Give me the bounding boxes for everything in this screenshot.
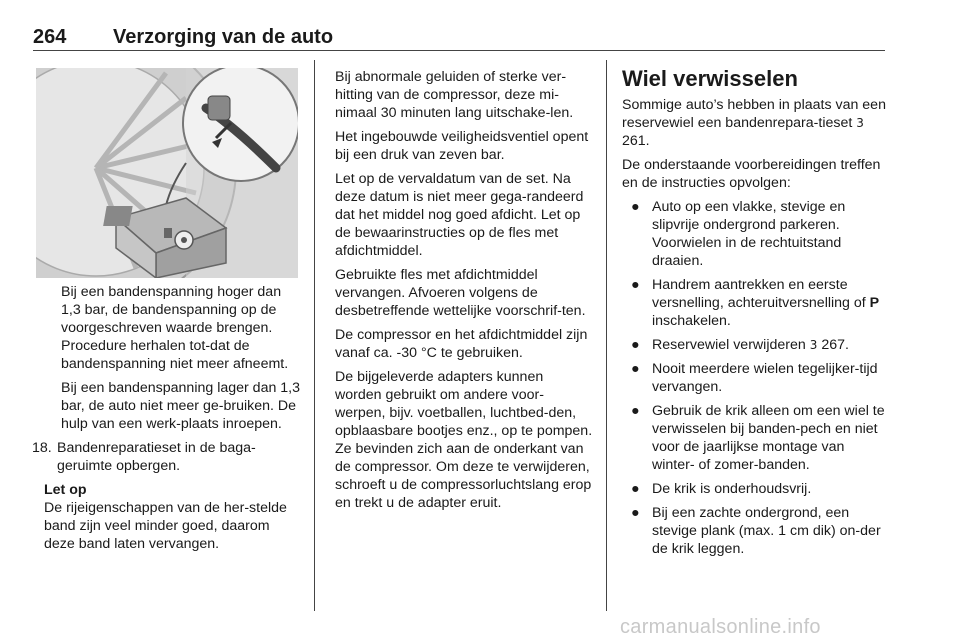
paragraph: De compressor en het afdichtmiddel zijn vanaf ca. -30 °C te gebruiken.	[335, 327, 588, 361]
list-item-text: Bij een zachte ondergrond, een stevige plank (max. 1 cm dik) on-der de krik leggen.	[652, 505, 881, 557]
page-number: 264	[33, 26, 67, 48]
list-item-text: De krik is onderhoudsvrij.	[652, 481, 812, 497]
bullet-icon: ●	[631, 403, 640, 419]
list-item-text: Auto op een vlakke, stevige en slipvrije ondergrond parkeren. Voorwielen in de rechtuitstand draaien.	[652, 199, 846, 269]
note-heading: Let op	[44, 482, 87, 498]
list-item-text: Handrem aantrekken en eerste versnelling, achteruitversnelling of	[652, 277, 866, 311]
page-ref-icon: 3	[856, 116, 864, 130]
column-divider-right	[606, 60, 607, 611]
left-column	[32, 283, 302, 553]
step-text: Bandenreparatieset in de baga-geruimte opbergen.	[57, 440, 256, 474]
column-divider-left	[314, 60, 315, 611]
compressor-wheel-image	[36, 68, 298, 278]
middle-column	[335, 68, 593, 518]
paragraph: Het ingebouwde veiligheidsventiel opent bij een druk van zeven bar.	[335, 129, 589, 163]
intro-paragraph	[622, 96, 888, 150]
paragraph: De onderstaande voorbereidingen treffen en de instructies opvolgen:	[622, 157, 881, 191]
page-ref-icon: 3	[809, 338, 818, 352]
step-item	[32, 439, 302, 475]
list-item	[622, 360, 888, 396]
tire-repair-illustration	[36, 68, 298, 278]
right-column	[622, 66, 888, 564]
page-ref-link[interactable]: 267.	[821, 337, 849, 353]
list-item	[622, 480, 888, 498]
step-number: 18.	[32, 440, 52, 456]
list-item	[622, 198, 888, 270]
page-header	[33, 26, 885, 52]
page-ref-link[interactable]: 261.	[622, 133, 650, 149]
paragraph: Bij een bandenspanning lager dan 1,3 bar, de auto niet meer ge-bruiken. De hulp van een werk-plaats inroepen.	[61, 380, 301, 432]
chapter-title: Verzorging van de auto	[113, 26, 334, 48]
header-divider	[33, 50, 885, 51]
list-item-text: Nooit meerdere wielen tegelijker-tijd vervangen.	[652, 361, 878, 395]
list-item	[622, 336, 888, 354]
section-title: Wiel verwisselen	[622, 66, 798, 91]
list-item	[622, 276, 888, 330]
intro-text: Sommige auto’s hebben in plaats van een reservewiel een bandenrepara-tieset	[622, 97, 886, 131]
paragraph: Bij abnormale geluiden of sterke ver-hitting van de compressor, deze mi-nimaal 30 minuten lang uitschake-len.	[335, 69, 574, 121]
bullet-icon: ●	[631, 481, 640, 497]
list-item	[622, 504, 888, 558]
list-item	[622, 402, 888, 474]
bullet-icon: ●	[631, 361, 640, 377]
paragraph: Let op de vervaldatum van de set. Na deze datum is niet meer gega-randeerd dat het middel nog goed afdicht. Let op de bewaarinstructies op de fles met afdichtmiddel.	[335, 171, 584, 259]
gear-p-label: P	[869, 295, 880, 311]
bullet-icon: ●	[631, 505, 640, 521]
list-item-text: Reservewiel verwijderen	[652, 337, 806, 353]
bullet-icon: ●	[631, 337, 640, 353]
list-item-text: Gebruik de krik alleen om een wiel te verwisselen bij banden-pech en niet voor de jaarlijkse montage van winter- of zomer-banden.	[652, 403, 885, 473]
bullet-icon: ●	[631, 199, 640, 215]
paragraph: Gebruikte fles met afdichtmiddel vervangen. Afvoeren volgens de desbetreffende wettelijke voorschrif-ten.	[335, 267, 586, 319]
watermark: carmanualsonline.info	[620, 616, 821, 638]
bullet-icon: ●	[631, 277, 640, 293]
note-text: De rijeigenschappen van de her-stelde band zijn veel minder goed, daarom deze band laten vervangen.	[44, 500, 287, 552]
note-block	[44, 481, 302, 553]
paragraph: De bijgeleverde adapters kunnen worden gebruikt om andere voor-werpen, bijv. voetballen, luchtbed-den, opblaasbare bootjes enz., op te pompen. Ze bevinden zich aan de onderkant van de compressor. Om deze te verwijderen, schroeft u de compressorluchtslang erop en trekt u de adapter eruit.	[335, 369, 593, 511]
paragraph: Bij een bandenspanning hoger dan 1,3 bar, de bandenspanning op de voorgeschreven waarde brengen. Procedure herhalen tot-dat de bandenspanning niet meer afneemt.	[61, 284, 289, 372]
list-item-text: inschakelen.	[652, 313, 731, 329]
